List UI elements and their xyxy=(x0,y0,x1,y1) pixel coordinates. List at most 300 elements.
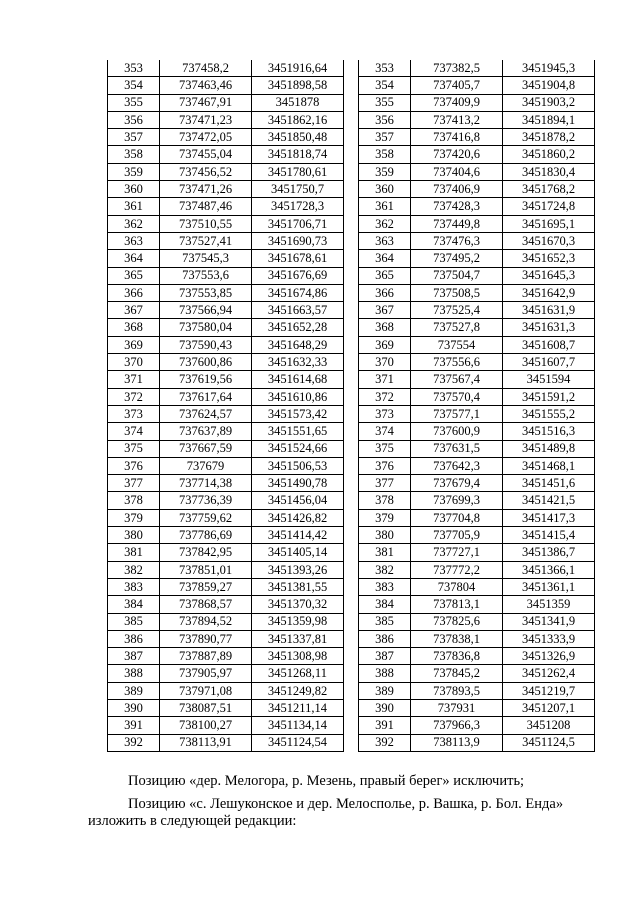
table-row xyxy=(108,509,344,526)
y-coordinate-cell: 3451524,66 xyxy=(252,440,344,457)
y-coordinate-cell: 3451894,1 xyxy=(503,111,595,128)
y-coordinate-cell: 3451124,5 xyxy=(503,734,595,751)
x-coordinate-cell: 737416,8 xyxy=(411,129,503,146)
y-coordinate-cell: 3451219,7 xyxy=(503,682,595,699)
x-coordinate-cell: 737868,57 xyxy=(160,596,252,613)
coordinate-tables xyxy=(107,60,594,760)
point-number-cell: 362 xyxy=(108,215,160,232)
table-row xyxy=(108,181,344,198)
x-coordinate-cell: 737600,9 xyxy=(411,423,503,440)
y-coordinate-cell: 3451456,04 xyxy=(252,492,344,509)
y-coordinate-cell: 3451768,2 xyxy=(503,181,595,198)
table-row xyxy=(108,94,344,111)
y-coordinate-cell: 3451780,61 xyxy=(252,163,344,180)
point-number-cell: 390 xyxy=(359,699,411,716)
y-coordinate-cell: 3451370,32 xyxy=(252,596,344,613)
table-row xyxy=(359,319,595,336)
y-coordinate-cell: 3451916,64 xyxy=(252,60,344,77)
y-coordinate-cell: 3451451,6 xyxy=(503,475,595,492)
y-coordinate-cell: 3451405,14 xyxy=(252,544,344,561)
y-coordinate-cell: 3451610,86 xyxy=(252,388,344,405)
x-coordinate-cell: 737428,3 xyxy=(411,198,503,215)
point-number-cell: 367 xyxy=(359,302,411,319)
table-row xyxy=(359,94,595,111)
table-row xyxy=(108,648,344,665)
x-coordinate-cell: 737467,91 xyxy=(160,94,252,111)
table-row xyxy=(108,302,344,319)
point-number-cell: 391 xyxy=(108,717,160,734)
x-coordinate-cell: 737705,9 xyxy=(411,527,503,544)
x-coordinate-cell: 737545,3 xyxy=(160,250,252,267)
table-row xyxy=(108,111,344,128)
table-row xyxy=(108,492,344,509)
table-row xyxy=(108,423,344,440)
table-row xyxy=(359,596,595,613)
point-number-cell: 369 xyxy=(359,336,411,353)
point-number-cell: 392 xyxy=(108,734,160,751)
x-coordinate-cell: 737966,3 xyxy=(411,717,503,734)
x-coordinate-cell: 737476,3 xyxy=(411,232,503,249)
point-number-cell: 382 xyxy=(359,561,411,578)
point-number-cell: 364 xyxy=(108,250,160,267)
y-coordinate-cell: 3451386,7 xyxy=(503,544,595,561)
x-coordinate-cell: 737456,52 xyxy=(160,163,252,180)
x-coordinate-cell: 737556,6 xyxy=(411,354,503,371)
point-number-cell: 382 xyxy=(108,561,160,578)
table-row xyxy=(359,613,595,630)
table-row xyxy=(359,717,595,734)
y-coordinate-cell: 3451414,42 xyxy=(252,527,344,544)
table-row xyxy=(359,146,595,163)
y-coordinate-cell: 3451359,98 xyxy=(252,613,344,630)
point-number-cell: 380 xyxy=(108,527,160,544)
table-row xyxy=(108,198,344,215)
table-row xyxy=(359,215,595,232)
table-row xyxy=(359,77,595,94)
y-coordinate-cell: 3451678,61 xyxy=(252,250,344,267)
x-coordinate-cell: 737851,01 xyxy=(160,561,252,578)
table-row xyxy=(359,181,595,198)
x-coordinate-cell: 737406,9 xyxy=(411,181,503,198)
x-coordinate-cell: 737577,1 xyxy=(411,405,503,422)
point-number-cell: 388 xyxy=(359,665,411,682)
y-coordinate-cell: 3451904,8 xyxy=(503,77,595,94)
y-coordinate-cell: 3451208 xyxy=(503,717,595,734)
point-number-cell: 377 xyxy=(108,475,160,492)
point-number-cell: 381 xyxy=(359,544,411,561)
point-number-cell: 363 xyxy=(359,232,411,249)
table-row xyxy=(108,146,344,163)
table-row xyxy=(359,544,595,561)
point-number-cell: 380 xyxy=(359,527,411,544)
table-row xyxy=(108,129,344,146)
point-number-cell: 371 xyxy=(359,371,411,388)
point-number-cell: 372 xyxy=(359,388,411,405)
x-coordinate-cell: 737566,94 xyxy=(160,302,252,319)
table-row xyxy=(108,319,344,336)
x-coordinate-cell: 737420,6 xyxy=(411,146,503,163)
y-coordinate-cell: 3451860,2 xyxy=(503,146,595,163)
x-coordinate-cell: 737510,55 xyxy=(160,215,252,232)
point-number-cell: 389 xyxy=(359,682,411,699)
point-number-cell: 356 xyxy=(108,111,160,128)
table-row xyxy=(108,405,344,422)
y-coordinate-cell: 3451268,11 xyxy=(252,665,344,682)
table-row xyxy=(108,699,344,716)
table-row xyxy=(108,682,344,699)
x-coordinate-cell: 737893,5 xyxy=(411,682,503,699)
table-row xyxy=(359,388,595,405)
point-number-cell: 356 xyxy=(359,111,411,128)
y-coordinate-cell: 3451417,3 xyxy=(503,509,595,526)
point-number-cell: 354 xyxy=(359,77,411,94)
table-row xyxy=(108,267,344,284)
table-row xyxy=(359,665,595,682)
point-number-cell: 364 xyxy=(359,250,411,267)
table-row xyxy=(359,457,595,474)
x-coordinate-cell: 737642,3 xyxy=(411,457,503,474)
point-number-cell: 366 xyxy=(108,284,160,301)
x-coordinate-cell: 738113,9 xyxy=(411,734,503,751)
x-coordinate-cell: 737727,1 xyxy=(411,544,503,561)
y-coordinate-cell: 3451359 xyxy=(503,596,595,613)
point-number-cell: 376 xyxy=(108,457,160,474)
y-coordinate-cell: 3451631,3 xyxy=(503,319,595,336)
x-coordinate-cell: 737699,3 xyxy=(411,492,503,509)
y-coordinate-cell: 3451308,98 xyxy=(252,648,344,665)
table-row xyxy=(108,250,344,267)
x-coordinate-cell: 737631,5 xyxy=(411,440,503,457)
point-number-cell: 367 xyxy=(108,302,160,319)
x-coordinate-cell: 737887,89 xyxy=(160,648,252,665)
y-coordinate-cell: 3451594 xyxy=(503,371,595,388)
point-number-cell: 392 xyxy=(359,734,411,751)
point-number-cell: 361 xyxy=(359,198,411,215)
x-coordinate-cell: 737619,56 xyxy=(160,371,252,388)
table-row xyxy=(108,354,344,371)
point-number-cell: 357 xyxy=(108,129,160,146)
x-coordinate-cell: 737617,64 xyxy=(160,388,252,405)
point-number-cell: 359 xyxy=(359,163,411,180)
y-coordinate-cell: 3451850,48 xyxy=(252,129,344,146)
point-number-cell: 368 xyxy=(359,319,411,336)
x-coordinate-cell: 737590,43 xyxy=(160,336,252,353)
x-coordinate-cell: 737704,8 xyxy=(411,509,503,526)
x-coordinate-cell: 737525,4 xyxy=(411,302,503,319)
x-coordinate-cell: 737679,4 xyxy=(411,475,503,492)
point-number-cell: 372 xyxy=(108,388,160,405)
point-number-cell: 360 xyxy=(359,181,411,198)
table-row xyxy=(359,648,595,665)
table-row xyxy=(108,596,344,613)
table-row xyxy=(359,371,595,388)
point-number-cell: 370 xyxy=(108,354,160,371)
y-coordinate-cell: 3451415,4 xyxy=(503,527,595,544)
x-coordinate-cell: 737836,8 xyxy=(411,648,503,665)
y-coordinate-cell: 3451249,82 xyxy=(252,682,344,699)
table-row xyxy=(108,527,344,544)
x-coordinate-cell: 737471,26 xyxy=(160,181,252,198)
x-coordinate-cell: 737463,46 xyxy=(160,77,252,94)
x-coordinate-cell: 737931 xyxy=(411,699,503,716)
point-number-cell: 369 xyxy=(108,336,160,353)
point-number-cell: 374 xyxy=(359,423,411,440)
table-row xyxy=(108,578,344,595)
table-row xyxy=(359,734,595,751)
y-coordinate-cell: 3451207,1 xyxy=(503,699,595,716)
table-row xyxy=(108,336,344,353)
table-row xyxy=(108,665,344,682)
x-coordinate-cell: 737825,6 xyxy=(411,613,503,630)
table-row xyxy=(108,613,344,630)
y-coordinate-cell: 3451645,3 xyxy=(503,267,595,284)
y-coordinate-cell: 3451573,42 xyxy=(252,405,344,422)
coordinates-table-right xyxy=(358,60,595,752)
x-coordinate-cell: 737736,39 xyxy=(160,492,252,509)
table-row xyxy=(359,475,595,492)
point-number-cell: 384 xyxy=(359,596,411,613)
point-number-cell: 379 xyxy=(108,509,160,526)
y-coordinate-cell: 3451555,2 xyxy=(503,405,595,422)
x-coordinate-cell: 737804 xyxy=(411,578,503,595)
table-row xyxy=(108,475,344,492)
point-number-cell: 387 xyxy=(359,648,411,665)
table-row xyxy=(359,302,595,319)
x-coordinate-cell: 737405,7 xyxy=(411,77,503,94)
point-number-cell: 360 xyxy=(108,181,160,198)
table-row xyxy=(359,630,595,647)
paragraph-edit-position: Позицию «с. Лешуконское и дер. Мелосполье, р. Вашка, р. Бол. Енда» изложить в следующей редакции: xyxy=(88,796,564,829)
point-number-cell: 354 xyxy=(108,77,160,94)
table-row xyxy=(359,509,595,526)
y-coordinate-cell: 3451489,8 xyxy=(503,440,595,457)
y-coordinate-cell: 3451724,8 xyxy=(503,198,595,215)
x-coordinate-cell: 738100,27 xyxy=(160,717,252,734)
table-row xyxy=(359,111,595,128)
y-coordinate-cell: 3451903,2 xyxy=(503,94,595,111)
x-coordinate-cell: 737637,89 xyxy=(160,423,252,440)
x-coordinate-cell: 737495,2 xyxy=(411,250,503,267)
point-number-cell: 373 xyxy=(359,405,411,422)
y-coordinate-cell: 3451728,3 xyxy=(252,198,344,215)
y-coordinate-cell: 3451695,1 xyxy=(503,215,595,232)
y-coordinate-cell: 3451124,54 xyxy=(252,734,344,751)
y-coordinate-cell: 3451608,7 xyxy=(503,336,595,353)
y-coordinate-cell: 3451878 xyxy=(252,94,344,111)
point-number-cell: 384 xyxy=(108,596,160,613)
table-row xyxy=(359,60,595,77)
x-coordinate-cell: 737472,05 xyxy=(160,129,252,146)
point-number-cell: 383 xyxy=(359,578,411,595)
x-coordinate-cell: 737553,85 xyxy=(160,284,252,301)
x-coordinate-cell: 737458,2 xyxy=(160,60,252,77)
point-number-cell: 376 xyxy=(359,457,411,474)
y-coordinate-cell: 3451652,28 xyxy=(252,319,344,336)
table-row xyxy=(108,60,344,77)
x-coordinate-cell: 737905,97 xyxy=(160,665,252,682)
x-coordinate-cell: 737971,08 xyxy=(160,682,252,699)
y-coordinate-cell: 3451341,9 xyxy=(503,613,595,630)
table-row xyxy=(359,163,595,180)
y-coordinate-cell: 3451490,78 xyxy=(252,475,344,492)
x-coordinate-cell: 737624,57 xyxy=(160,405,252,422)
y-coordinate-cell: 3451676,69 xyxy=(252,267,344,284)
y-coordinate-cell: 3451818,74 xyxy=(252,146,344,163)
y-coordinate-cell: 3451648,29 xyxy=(252,336,344,353)
y-coordinate-cell: 3451750,7 xyxy=(252,181,344,198)
point-number-cell: 378 xyxy=(108,492,160,509)
table-row xyxy=(108,215,344,232)
point-number-cell: 355 xyxy=(359,94,411,111)
x-coordinate-cell: 737527,8 xyxy=(411,319,503,336)
point-number-cell: 371 xyxy=(108,371,160,388)
point-number-cell: 379 xyxy=(359,509,411,526)
y-coordinate-cell: 3451381,55 xyxy=(252,578,344,595)
table-row xyxy=(359,423,595,440)
table-row xyxy=(108,77,344,94)
table-row xyxy=(108,163,344,180)
table-row xyxy=(359,129,595,146)
coordinates-table-left xyxy=(107,60,344,752)
table-row xyxy=(359,354,595,371)
x-coordinate-cell: 737554 xyxy=(411,336,503,353)
point-number-cell: 368 xyxy=(108,319,160,336)
point-number-cell: 391 xyxy=(359,717,411,734)
table-row xyxy=(359,561,595,578)
x-coordinate-cell: 737714,38 xyxy=(160,475,252,492)
point-number-cell: 370 xyxy=(359,354,411,371)
y-coordinate-cell: 3451674,86 xyxy=(252,284,344,301)
x-coordinate-cell: 737527,41 xyxy=(160,232,252,249)
point-number-cell: 389 xyxy=(108,682,160,699)
x-coordinate-cell: 737600,86 xyxy=(160,354,252,371)
point-number-cell: 381 xyxy=(108,544,160,561)
table-row xyxy=(359,578,595,595)
x-coordinate-cell: 737508,5 xyxy=(411,284,503,301)
table-row xyxy=(359,682,595,699)
point-number-cell: 359 xyxy=(108,163,160,180)
x-coordinate-cell: 737772,2 xyxy=(411,561,503,578)
x-coordinate-cell: 737449,8 xyxy=(411,215,503,232)
x-coordinate-cell: 737553,6 xyxy=(160,267,252,284)
point-number-cell: 387 xyxy=(108,648,160,665)
table-row xyxy=(108,284,344,301)
x-coordinate-cell: 737859,27 xyxy=(160,578,252,595)
y-coordinate-cell: 3451326,9 xyxy=(503,648,595,665)
table-row xyxy=(359,336,595,353)
point-number-cell: 385 xyxy=(108,613,160,630)
point-number-cell: 378 xyxy=(359,492,411,509)
y-coordinate-cell: 3451607,7 xyxy=(503,354,595,371)
table-row xyxy=(359,198,595,215)
y-coordinate-cell: 3451862,16 xyxy=(252,111,344,128)
y-coordinate-cell: 3451663,57 xyxy=(252,302,344,319)
y-coordinate-cell: 3451670,3 xyxy=(503,232,595,249)
point-number-cell: 386 xyxy=(108,630,160,647)
table-row xyxy=(108,232,344,249)
y-coordinate-cell: 3451830,4 xyxy=(503,163,595,180)
y-coordinate-cell: 3451614,68 xyxy=(252,371,344,388)
table-row xyxy=(108,734,344,751)
x-coordinate-cell: 737487,46 xyxy=(160,198,252,215)
table-row xyxy=(359,527,595,544)
y-coordinate-cell: 3451506,53 xyxy=(252,457,344,474)
point-number-cell: 385 xyxy=(359,613,411,630)
point-number-cell: 358 xyxy=(359,146,411,163)
table-row xyxy=(359,440,595,457)
table-row xyxy=(359,232,595,249)
y-coordinate-cell: 3451134,14 xyxy=(252,717,344,734)
point-number-cell: 363 xyxy=(108,232,160,249)
x-coordinate-cell: 737894,52 xyxy=(160,613,252,630)
y-coordinate-cell: 3451516,3 xyxy=(503,423,595,440)
x-coordinate-cell: 737813,1 xyxy=(411,596,503,613)
point-number-cell: 386 xyxy=(359,630,411,647)
point-number-cell: 358 xyxy=(108,146,160,163)
y-coordinate-cell: 3451551,65 xyxy=(252,423,344,440)
y-coordinate-cell: 3451945,3 xyxy=(503,60,595,77)
x-coordinate-cell: 737679 xyxy=(160,457,252,474)
point-number-cell: 375 xyxy=(108,440,160,457)
point-number-cell: 353 xyxy=(359,60,411,77)
y-coordinate-cell: 3451642,9 xyxy=(503,284,595,301)
point-number-cell: 357 xyxy=(359,129,411,146)
table-row xyxy=(108,717,344,734)
y-coordinate-cell: 3451426,82 xyxy=(252,509,344,526)
point-number-cell: 365 xyxy=(359,267,411,284)
point-number-cell: 366 xyxy=(359,284,411,301)
x-coordinate-cell: 737580,04 xyxy=(160,319,252,336)
x-coordinate-cell: 737409,9 xyxy=(411,94,503,111)
point-number-cell: 361 xyxy=(108,198,160,215)
table-row xyxy=(359,284,595,301)
x-coordinate-cell: 738087,51 xyxy=(160,699,252,716)
point-number-cell: 365 xyxy=(108,267,160,284)
x-coordinate-cell: 737845,2 xyxy=(411,665,503,682)
x-coordinate-cell: 737890,77 xyxy=(160,630,252,647)
x-coordinate-cell: 737570,4 xyxy=(411,388,503,405)
table-row xyxy=(359,492,595,509)
x-coordinate-cell: 737404,6 xyxy=(411,163,503,180)
table-row xyxy=(359,267,595,284)
point-number-cell: 362 xyxy=(359,215,411,232)
y-coordinate-cell: 3451632,33 xyxy=(252,354,344,371)
point-number-cell: 390 xyxy=(108,699,160,716)
y-coordinate-cell: 3451652,3 xyxy=(503,250,595,267)
point-number-cell: 373 xyxy=(108,405,160,422)
x-coordinate-cell: 737842,95 xyxy=(160,544,252,561)
point-number-cell: 377 xyxy=(359,475,411,492)
x-coordinate-cell: 737382,5 xyxy=(411,60,503,77)
point-number-cell: 374 xyxy=(108,423,160,440)
y-coordinate-cell: 3451706,71 xyxy=(252,215,344,232)
table-row xyxy=(359,405,595,422)
table-row xyxy=(108,388,344,405)
y-coordinate-cell: 3451333,9 xyxy=(503,630,595,647)
y-coordinate-cell: 3451898,58 xyxy=(252,77,344,94)
table-row xyxy=(108,457,344,474)
point-number-cell: 383 xyxy=(108,578,160,595)
x-coordinate-cell: 737413,2 xyxy=(411,111,503,128)
point-number-cell: 353 xyxy=(108,60,160,77)
y-coordinate-cell: 3451690,73 xyxy=(252,232,344,249)
x-coordinate-cell: 737471,23 xyxy=(160,111,252,128)
table-row xyxy=(108,440,344,457)
x-coordinate-cell: 737667,59 xyxy=(160,440,252,457)
table-row xyxy=(108,544,344,561)
point-number-cell: 388 xyxy=(108,665,160,682)
y-coordinate-cell: 3451393,26 xyxy=(252,561,344,578)
